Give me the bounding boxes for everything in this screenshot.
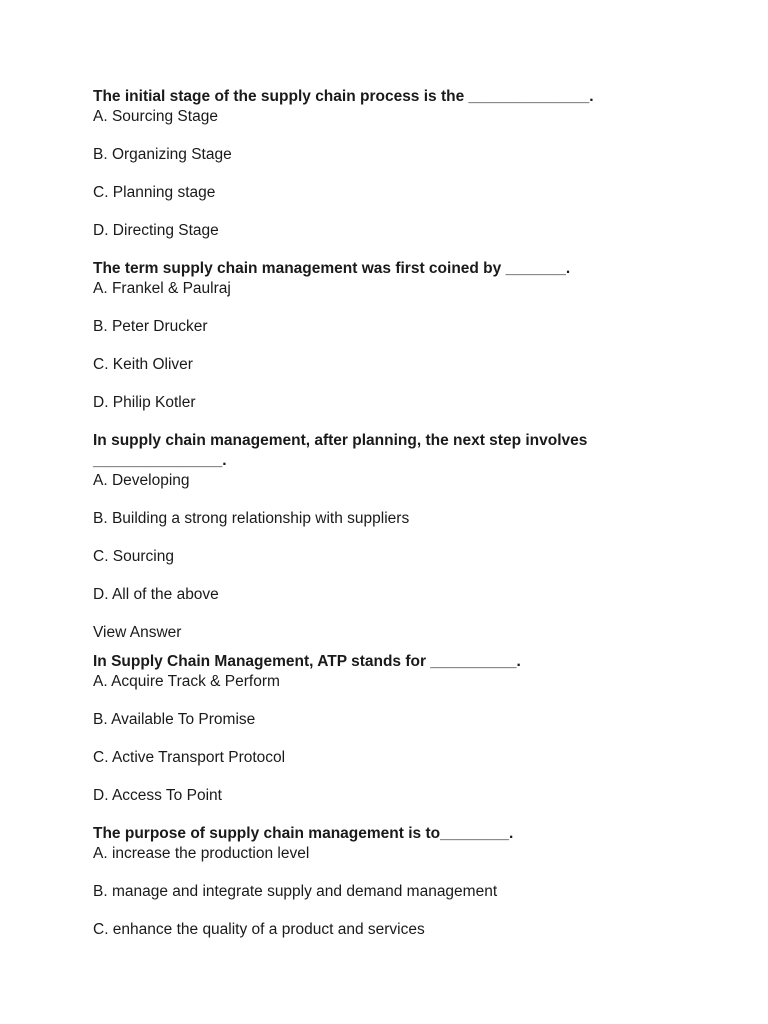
question-text: The term supply chain management was first coined by _______. — [93, 260, 571, 277]
question-3 — [93, 431, 693, 642]
option-c: C. Keith Oliver — [93, 356, 193, 373]
option-b: B. manage and integrate supply and demand management — [93, 883, 498, 900]
option-d: D. Access To Point — [93, 787, 222, 804]
option-c: C. Planning stage — [93, 184, 216, 201]
option-b: B. Organizing Stage — [93, 146, 232, 163]
option-b: B. Available To Promise — [93, 711, 256, 728]
option-c: C. enhance the quality of a product and services — [93, 921, 425, 938]
option-d: D. All of the above — [93, 586, 219, 603]
question-5 — [93, 824, 693, 939]
question-2 — [93, 259, 693, 412]
option-a: A. Developing — [93, 472, 190, 489]
question-text: In supply chain management, after planning, the next step involves _______________. — [93, 432, 588, 469]
option-a: A. Frankel & Paulraj — [93, 280, 231, 297]
option-c: C. Sourcing — [93, 548, 174, 565]
option-c: C. Active Transport Protocol — [93, 749, 286, 766]
option-a: A. Sourcing Stage — [93, 108, 218, 125]
question-text: In Supply Chain Management, ATP stands for __________. — [93, 653, 521, 670]
view-answer-link[interactable]: View Answer — [93, 624, 182, 641]
option-d: D. Directing Stage — [93, 222, 219, 239]
question-4 — [93, 652, 693, 805]
quiz-document — [93, 87, 693, 958]
option-b: B. Building a strong relationship with suppliers — [93, 510, 410, 527]
option-b: B. Peter Drucker — [93, 318, 208, 335]
question-text: The initial stage of the supply chain process is the ______________. — [93, 88, 594, 105]
option-d: D. Philip Kotler — [93, 394, 196, 411]
question-1 — [93, 87, 693, 240]
option-a: A. Acquire Track & Perform — [93, 673, 280, 690]
question-text: The purpose of supply chain management is to________. — [93, 825, 514, 842]
option-a: A. increase the production level — [93, 845, 310, 862]
